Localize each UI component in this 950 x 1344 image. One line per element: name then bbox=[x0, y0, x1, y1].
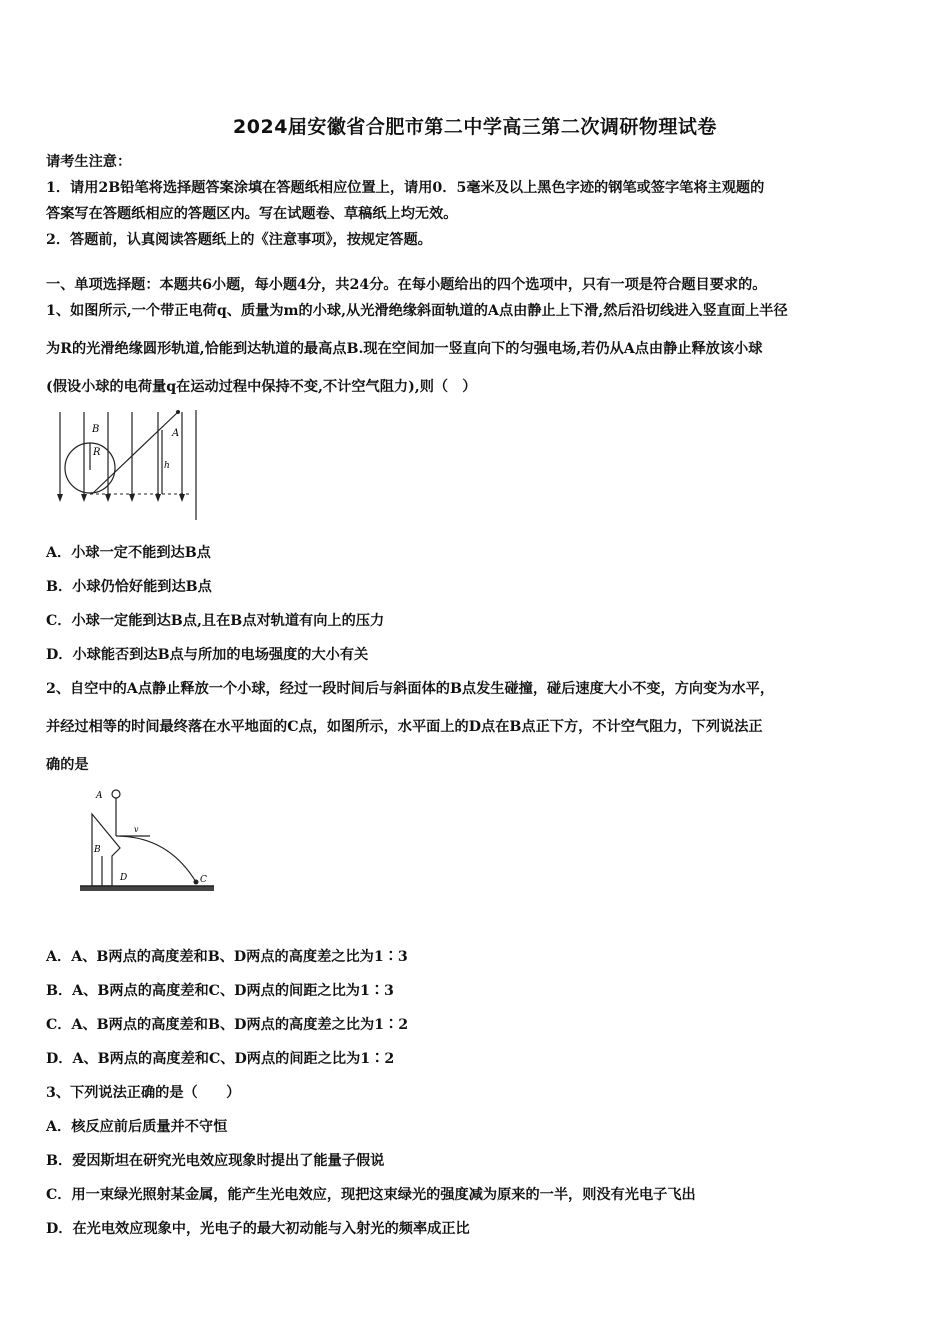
label-v: v bbox=[134, 825, 139, 834]
label-a: A bbox=[96, 791, 103, 801]
question-1-stem: 为R的光滑绝缘圆形轨道,恰能到达轨道的最高点B.现在空间加一竖直向下的匀强电场,若仍从A点由静止释放该小球 bbox=[46, 341, 763, 357]
question-1-stem: (假设小球的电荷量q在运动过程中保持不变,不计空气阻力),则（ ） bbox=[46, 379, 477, 395]
question-3-option-d: D．在光电效应现象中，光电子的最大初动能与入射光的频率成正比 bbox=[46, 1221, 470, 1237]
question-2-stem: 2、自空中的A点静止释放一个小球，经过一段时间后与斜面体的B点发生碰撞，碰后速度大小不变，方向变为水平， bbox=[46, 681, 775, 697]
question-2-figure bbox=[78, 784, 218, 906]
notice-item: 1．请用2B铅笔将选择题答案涂填在答题纸相应位置上，请用0．5毫米及以上黑色字迹的钢笔或签字笔将主观题的 bbox=[46, 180, 765, 196]
section-heading: 一、单项选择题：本题共6小题，每小题4分，共24分。在每小题给出的四个选项中，只有一项是符合题目要求的。 bbox=[46, 277, 767, 293]
question-2-option-a: A．A、B两点的高度差和B、D两点的高度差之比为1∶3 bbox=[46, 949, 408, 965]
notice-item: 答案写在答题纸相应的答题区内。写在试题卷、草稿纸上均无效。 bbox=[46, 206, 458, 222]
question-1-figure bbox=[50, 408, 202, 520]
question-2-stem: 确的是 bbox=[46, 757, 89, 773]
page-title: 2024届安徽省合肥市第二中学高三第二次调研物理试卷 bbox=[233, 116, 717, 138]
label-a: A bbox=[172, 428, 180, 439]
notice-heading: 请考生注意： bbox=[46, 154, 132, 170]
label-b: B bbox=[94, 845, 101, 855]
notice-item: 2．答题前，认真阅读答题纸上的《注意事项》，按规定答题。 bbox=[46, 232, 432, 248]
label-r: R bbox=[93, 447, 101, 458]
question-1-option-b: B．小球仍恰好能到达B点 bbox=[46, 579, 212, 595]
question-2-option-c: C．A、B两点的高度差和B、D两点的高度差之比为1∶2 bbox=[46, 1017, 409, 1033]
question-3-stem: 3、下列说法正确的是（ ） bbox=[46, 1085, 241, 1101]
question-1-option-c: C．小球一定能到达B点,且在B点对轨道有向上的压力 bbox=[46, 613, 385, 629]
question-1-option-a: A．小球一定不能到达B点 bbox=[46, 545, 211, 561]
question-1-option-d: D．小球能否到达B点与所加的电场强度的大小有关 bbox=[46, 647, 369, 663]
label-d: D bbox=[120, 873, 128, 883]
question-3-option-a: A．核反应前后质量并不守恒 bbox=[46, 1119, 228, 1135]
question-2-option-d: D．A、B两点的高度差和C、D两点的间距之比为1∶2 bbox=[46, 1051, 395, 1067]
label-c: C bbox=[200, 875, 207, 885]
question-2-option-b: B．A、B两点的高度差和C、D两点的间距之比为1∶3 bbox=[46, 983, 394, 999]
question-2-stem: 并经过相等的时间最终落在水平地面的C点，如图所示，水平面上的D点在B点正下方，不计空气阻力，下列说法正 bbox=[46, 719, 763, 735]
question-1-stem: 1、如图所示,一个带正电荷q、质量为m的小球,从光滑绝缘斜面轨道的A点由静止上下滑,然后沿切线进入竖直面上半径 bbox=[46, 303, 788, 319]
question-3-option-b: B．爱因斯坦在研究光电效应现象时提出了能量子假说 bbox=[46, 1153, 385, 1169]
question-3-option-c: C．用一束绿光照射某金属，能产生光电效应，现把这束绿光的强度减为原来的一半，则没有光电子飞出 bbox=[46, 1187, 696, 1203]
label-b: B bbox=[92, 424, 100, 435]
label-h: h bbox=[164, 461, 170, 471]
